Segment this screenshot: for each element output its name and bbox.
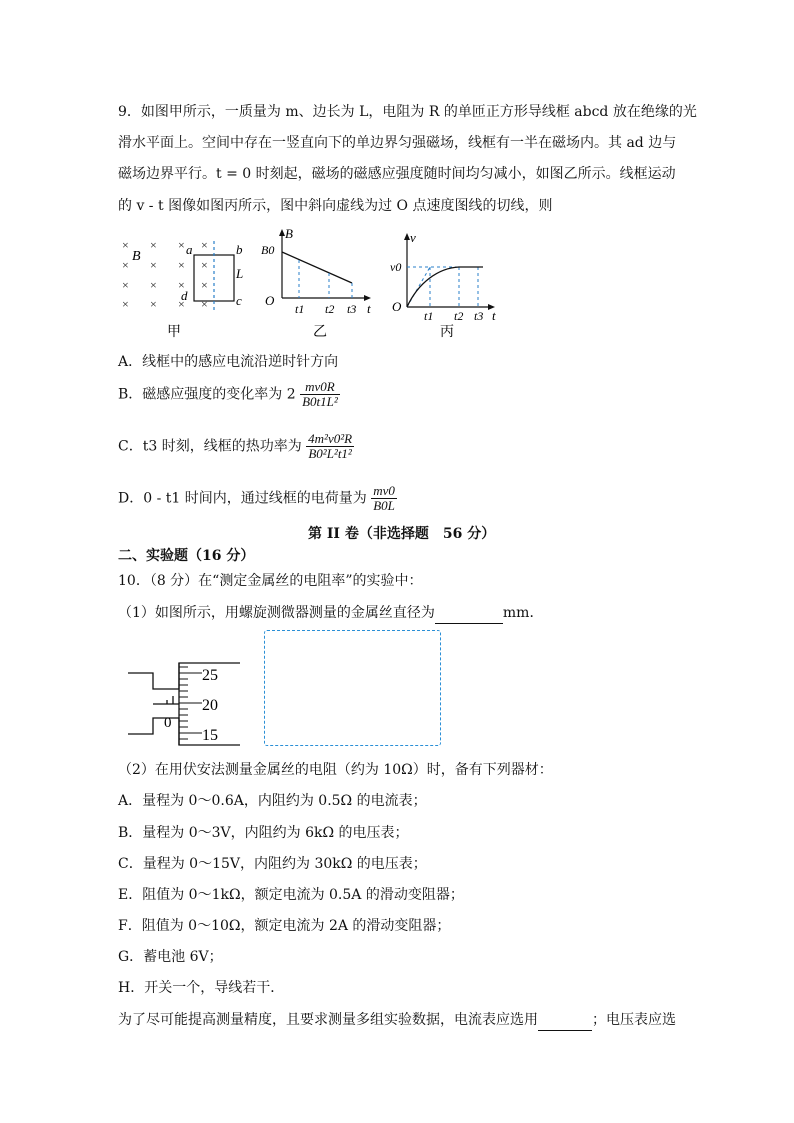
svg-text:v0: v0 [390,260,402,274]
answer-blank-diameter[interactable] [435,603,503,624]
svg-text:20: 20 [202,697,218,714]
section-heading: 二、实验题（16 分） [118,548,255,564]
svg-text:×: × [122,297,129,311]
svg-text:t: t [367,301,371,316]
q9-line3: 磁场边界平行。t = 0 时刻起，磁场的磁感应强度随时间均匀减小，如图乙所示。线框运动 [118,166,676,182]
item-h: H．开关一个，导线若干． [118,980,285,996]
caption-yi: 乙 [313,325,327,340]
label-b: b [236,242,243,257]
option-b: B．磁感应强度的变化率为 2 $\frac{mv0R}{\text{B0t1L²}}$ [118,379,338,409]
answer-blank-ammeter[interactable] [538,1010,592,1031]
q10-part1: （1）如图所示，用螺旋测微器测量的金属丝直径为 mm． [118,603,543,624]
caption-jia: 甲 [167,325,181,340]
yi-B-line [282,252,352,283]
svg-text:t1: t1 [295,302,305,316]
answer-box [264,630,441,746]
item-c: C．量程为 0～15V，内阻约为 30kΩ 的电压表； [118,856,427,872]
svg-text:×: × [201,238,208,252]
micrometer-figure [126,660,246,752]
svg-text:×: × [150,258,157,272]
q10-part2: （2）在用伏安法测量金属丝的电阻（约为 10Ω）时，备有下列器材： [118,762,553,778]
option-a: A．线框中的感应电流沿逆时针方向 [118,354,339,370]
item-b: B．量程为 0～3V，内阻约为 6kΩ 的电压表； [118,825,409,841]
svg-text:t3: t3 [347,302,357,316]
item-a: A．量程为 0～0.6A，内阻约为 0.5Ω 的电流表； [118,793,427,809]
label-B: B [132,249,141,264]
svg-text:v: v [410,230,416,245]
figure-bing [388,228,503,344]
q10-last-line: 为了尽可能提高测量精度，且要求测量多组实验数据，电流表应选用 ；电压表应选 [118,1010,676,1031]
svg-text:×: × [122,278,129,292]
label-L: L [236,266,244,281]
option-d: D．0 - t1 时间内，通过线框的电荷量为 $\frac{mv0}{B0L}$ [118,483,395,513]
svg-text:t: t [492,308,496,323]
svg-text:×: × [178,238,185,252]
svg-text:t3: t3 [474,309,484,323]
svg-text:0: 0 [164,715,172,731]
item-g: G．蓄电池 6V； [118,949,223,965]
svg-text:×: × [201,297,208,311]
svg-text:O: O [392,299,402,314]
yi-B0: B0 [261,243,275,257]
svg-text:×: × [150,297,157,311]
q10-intro: 10．（8 分）在“测定金属丝的电阻率”的实验中： [118,573,423,589]
label-a: a [186,242,193,257]
option-c: C．t3 时刻，线框的热功率为 $\frac{\text{4m²v0²R}}{\text{B0²L²t1²}}$ [118,431,353,461]
svg-text:15: 15 [202,727,218,744]
figure-jia [115,236,255,346]
item-e: E．阻值为 0～1kΩ，额定电流为 0.5A 的滑动变阻器； [118,887,464,903]
item-f: F．阻值为 0～10Ω，额定电流为 2A 的滑动变阻器； [118,918,451,934]
svg-text:t1: t1 [424,309,434,323]
svg-text:×: × [178,297,185,311]
q9-line2: 滑水平面上。空间中存在一竖直向下的单边界匀强磁场，线框有一半在磁场内。其 ad 边与 [118,135,677,151]
figure-yi [255,226,380,344]
svg-text:×: × [122,258,129,272]
svg-text:×: × [201,278,208,292]
svg-text:×: × [150,238,157,252]
svg-text:O: O [265,293,275,308]
q9-line4: 的 v - t 图像如图丙所示，图中斜向虚线为过 O 点速度图线的切线，则 [118,198,553,214]
svg-text:×: × [201,258,208,272]
v-t-curve [407,267,483,307]
svg-text:t2: t2 [454,309,464,323]
label-c: c [236,293,242,308]
svg-text:×: × [178,258,185,272]
q9-line1: 9．如图甲所示，一质量为 m、边长为 L，电阻为 R 的单匝正方形导线框 abcd 放在绝缘的光 [118,104,697,120]
yi-axis-B: B [285,226,293,241]
caption-bing: 丙 [440,325,454,340]
section-title: 第 II 卷（非选择题 56 分） [308,526,496,542]
svg-text:×: × [178,278,185,292]
svg-text:t2: t2 [325,302,335,316]
svg-text:×: × [122,238,129,252]
svg-text:25: 25 [202,667,218,684]
svg-text:×: × [150,278,157,292]
label-d: d [181,288,188,303]
